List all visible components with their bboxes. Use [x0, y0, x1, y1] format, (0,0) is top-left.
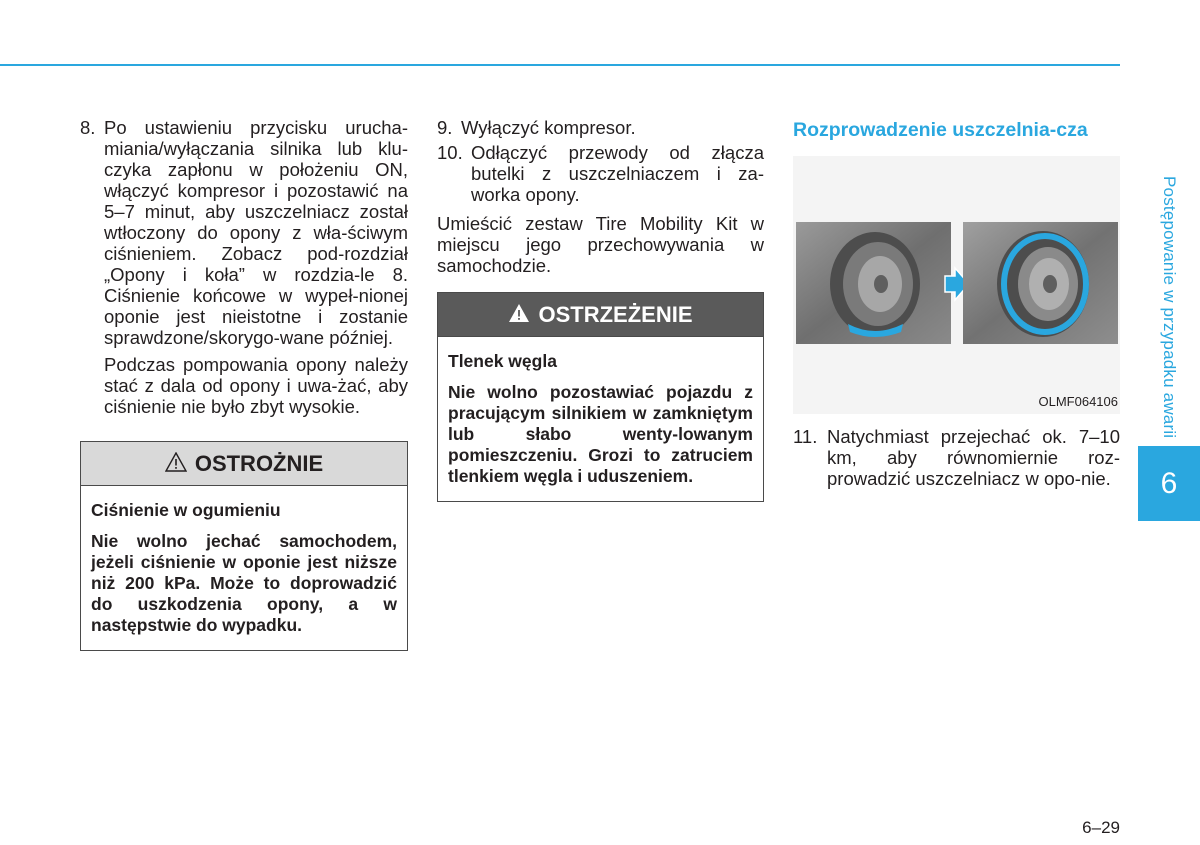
caution-box: [80, 441, 408, 651]
caution-body: [81, 486, 407, 650]
tire-illustration: [793, 156, 1120, 414]
tire-after-icon: [997, 231, 1089, 337]
step-number: 8.: [80, 117, 96, 138]
warning-triangle-icon: [508, 303, 530, 326]
column-2: [437, 117, 764, 502]
step-number: 9.: [437, 117, 453, 138]
step-number: 10.: [437, 142, 463, 163]
step-11: [793, 426, 1120, 489]
caution-text: Nie wolno jechać samochodem, jeżeli ciśnienie w oponie jest niższe niż 200 kPa. Może to doprowadzić do uszkodzenia opony, a w następstwie do wypadku.: [91, 531, 397, 635]
warning-subtitle: Tlenek węgla: [448, 351, 557, 371]
figure-code: OLMF064106: [1038, 394, 1118, 409]
caution-subtitle: Ciśnienie w ogumieniu: [91, 500, 281, 520]
caution-triangle-icon: [165, 452, 187, 475]
warning-header: [438, 293, 763, 337]
warning-body: [438, 337, 763, 501]
caution-header: [81, 442, 407, 486]
section-title: Rozprowadzenie uszczelnia-cza: [793, 119, 1088, 141]
step-8-note: Podczas pompowania opony należy stać z dala od opony i uwa-żać, aby ciśnienie nie było zbyt wysokie.: [104, 354, 408, 417]
sealant-illustration: [793, 156, 1120, 414]
storage-paragraph: Umieścić zestaw Tire Mobility Kit w miejscu jego przechowywania w samochodzie.: [437, 213, 764, 276]
page-number: 6–29: [1082, 818, 1120, 837]
caution-title: OSTROŻNIE: [194, 451, 324, 476]
header-rule: [0, 64, 1120, 66]
step-text: Odłączyć przewody od złącza butelki z uszczelniaczem i za-worka opony.: [471, 142, 764, 205]
chapter-side-tab: [1138, 162, 1200, 446]
step-text: Po ustawieniu przycisku urucha-miania/wyłączania silnika lub klu-czyka zapłonu w położeniu ON, włączyć kompresor i pozostawić na 5–7 minut, aby uszczelniacz został wtłoczony do opony z wła-ściwym ciśnieniem. Zobacz pod-rozdział „Opony i koła” w rozdzia-le 8. Ciśnienie końcowe w wypeł-nionej oponie jest nieistotne i zostanie sprawdzone/skorygo-wane później.: [104, 117, 408, 348]
step-text: Wyłączyć kompresor.: [461, 117, 636, 138]
step-number: 11.: [793, 426, 818, 447]
chapter-title: Postępowanie w przypadku awarii: [1160, 176, 1179, 439]
step-8: [80, 117, 408, 348]
chapter-number: 6: [1138, 446, 1200, 521]
warning-text: Nie wolno pozostawiać pojazdu z pracującym silnikiem w zamkniętym lub słabo wenty-lowanym pomieszczeniu. Grozi to zatruciem tlenkiem węgla i uduszeniem.: [448, 382, 753, 486]
column-3: [793, 117, 1120, 489]
column-1: [80, 117, 408, 651]
warning-title: OSTRZEŻENIE: [538, 302, 693, 327]
step-9: [437, 117, 764, 138]
step-text: Natychmiast przejechać ok. 7–10 km, aby równomiernie roz-prowadzić uszczelniacz w opo-nie.: [827, 426, 1120, 489]
step-10: [437, 142, 764, 205]
warning-box: [437, 292, 764, 502]
